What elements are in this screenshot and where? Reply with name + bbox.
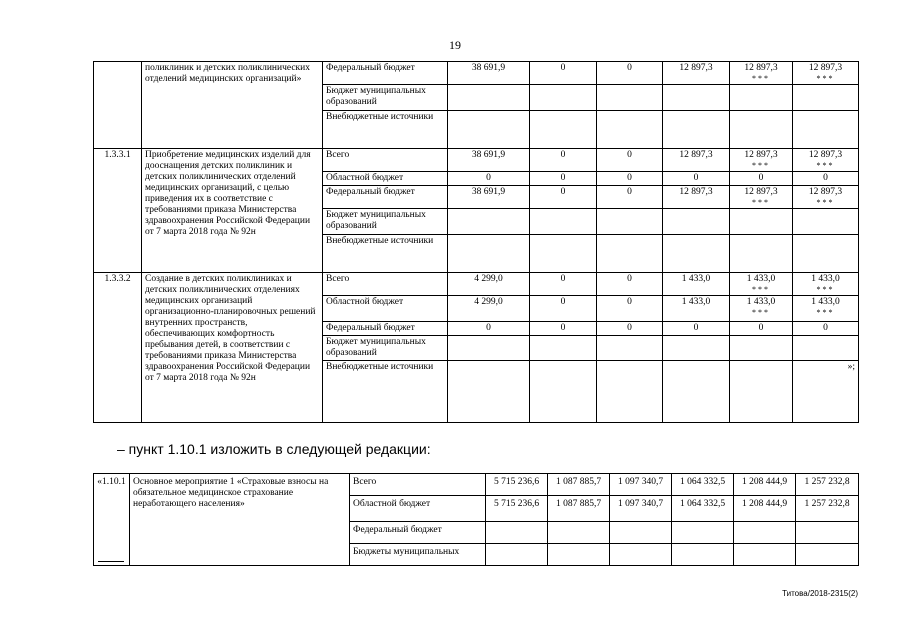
footnote-mark: *** xyxy=(752,74,770,83)
source-label: Внебюджетные источники xyxy=(323,235,448,273)
table-row: Федеральный бюджет 0 0 0 0 0 0 xyxy=(94,322,859,336)
table-row: Областной бюджет 5 715 236,6 1 087 885,7 1 097 340,7 1 064 332,5 1 208 444,9 1 257 232,8 xyxy=(94,496,859,522)
source-label: Бюджет муниципальных образований xyxy=(323,209,448,235)
amendment-instruction: – пункт 1.10.1 изложить в следующей редакции: xyxy=(117,441,431,457)
footnote-mark: *** xyxy=(816,198,835,207)
item-description: Создание в детских поликлиниках и детских поликлинических отделениях медицинских организаций организационно-планировочных решений внутренних пространств, обеспечивающих комфортность пребывания детей, в соответствии с требованиями приказа Министерства здравоохранения Российской Федерации от 7 марта 2018 года № 92н xyxy=(142,273,323,423)
item-code: «1.10.1 xyxy=(97,477,126,487)
footnote-mark: *** xyxy=(752,198,770,207)
source-label: Внебюджетные источники xyxy=(323,361,448,423)
item-description: Приобретение медицинских изделий для дооснащения детских поликлиник и детских поликлинических отделений медицинских организаций, с целью приведения их в соответствие с требованиями приказа Министерства здравоохранения Российской Федерации от 7 марта 2018 года № 92н xyxy=(142,149,323,273)
source-label: Областной бюджет xyxy=(323,296,448,322)
page-number: 19 xyxy=(449,38,461,52)
item-code: 1.3.3.2 xyxy=(94,273,142,423)
source-label: Областной бюджет xyxy=(350,496,486,522)
table-row: 1.3.3.1 Приобретение медицинских изделий для дооснащения детских поликлиник и детских поликлинических отделений медицинских организаций, с целью приведения их в соответствие с требованиями приказа Министерства здравоохранения Российской Федерации от 7 марта 2018 года № 92н Всего 38 691,9 0 0 12 897,3 12 897,3 *** 12 897,3 *** xyxy=(94,149,859,172)
footnote-mark: *** xyxy=(752,308,770,317)
source-label: Бюджет муниципальных образований xyxy=(323,85,448,111)
source-label: Областной бюджет xyxy=(323,172,448,186)
table-row: 1.3.3.2 Создание в детских поликлиниках и детских поликлинических отделениях медицинских организаций организационно-планировочных решений внутренних пространств, обеспечивающих комфортность пребывания детей, в соответствии с требованиями приказа Министерства здравоохранения Российской Федерации от 7 марта 2018 года № 92н Всего 4 299,0 0 0 1 433,0 1 433,0 *** 1 433,0 *** xyxy=(94,273,859,296)
table-row: Федеральный бюджет 38 691,9 0 0 12 897,3 12 897,3 *** 12 897,3 *** xyxy=(94,186,859,209)
footnote-mark: *** xyxy=(752,285,770,294)
source-label: Федеральный бюджет xyxy=(323,62,448,85)
source-label: Бюджеты муниципальных xyxy=(350,544,486,566)
footnote-mark: *** xyxy=(816,285,835,294)
item-code-cell xyxy=(94,474,130,566)
table-row: Областной бюджет 0 0 0 0 0 0 xyxy=(94,172,859,186)
table-row: Областной бюджет 4 299,0 0 0 1 433,0 1 433,0 *** 1 433,0 *** xyxy=(94,296,859,322)
closing-quote-mark: »; xyxy=(793,361,859,423)
document-footer: Титова/2018-2315(2) xyxy=(782,589,858,598)
item-description: поликлиник и детских поликлинических отделений медицинских организаций» xyxy=(142,62,323,149)
footnote-mark: *** xyxy=(752,161,770,170)
table-row: «1.10.1 Основное мероприятие 1 «Страховые взносы на обязательное медицинское страхование неработающего населения» Всего 5 715 236,6 1 087 885,7 1 097 340,7 1 064 332,5 1 208 444,9 1 257 232,8 xyxy=(94,474,859,496)
table-row: поликлиник и детских поликлинических отделений медицинских организаций» Федеральный бюджет 38 691,9 0 0 12 897,3 12 897,3 *** 12 897,3 *** xyxy=(94,62,859,85)
item-description: Основное мероприятие 1 «Страховые взносы на обязательное медицинское страхование неработающего населения» xyxy=(130,474,350,566)
footnote-mark: *** xyxy=(816,74,835,83)
source-label: Бюджет муниципальных образований xyxy=(323,336,448,361)
footnote-mark: *** xyxy=(816,161,835,170)
source-label: Всего xyxy=(350,474,486,496)
funding-table-bottom xyxy=(93,473,859,566)
footnote-mark: *** xyxy=(816,308,835,317)
source-label: Федеральный бюджет xyxy=(323,322,448,336)
separator-line xyxy=(98,561,124,562)
source-label: Всего xyxy=(323,273,448,296)
item-code: 1.3.3.1 xyxy=(94,149,142,273)
source-label: Федеральный бюджет xyxy=(350,522,486,544)
source-label: Федеральный бюджет xyxy=(323,186,448,209)
source-label: Внебюджетные источники xyxy=(323,111,448,149)
funding-table-top xyxy=(93,61,859,423)
source-label: Всего xyxy=(323,149,448,172)
